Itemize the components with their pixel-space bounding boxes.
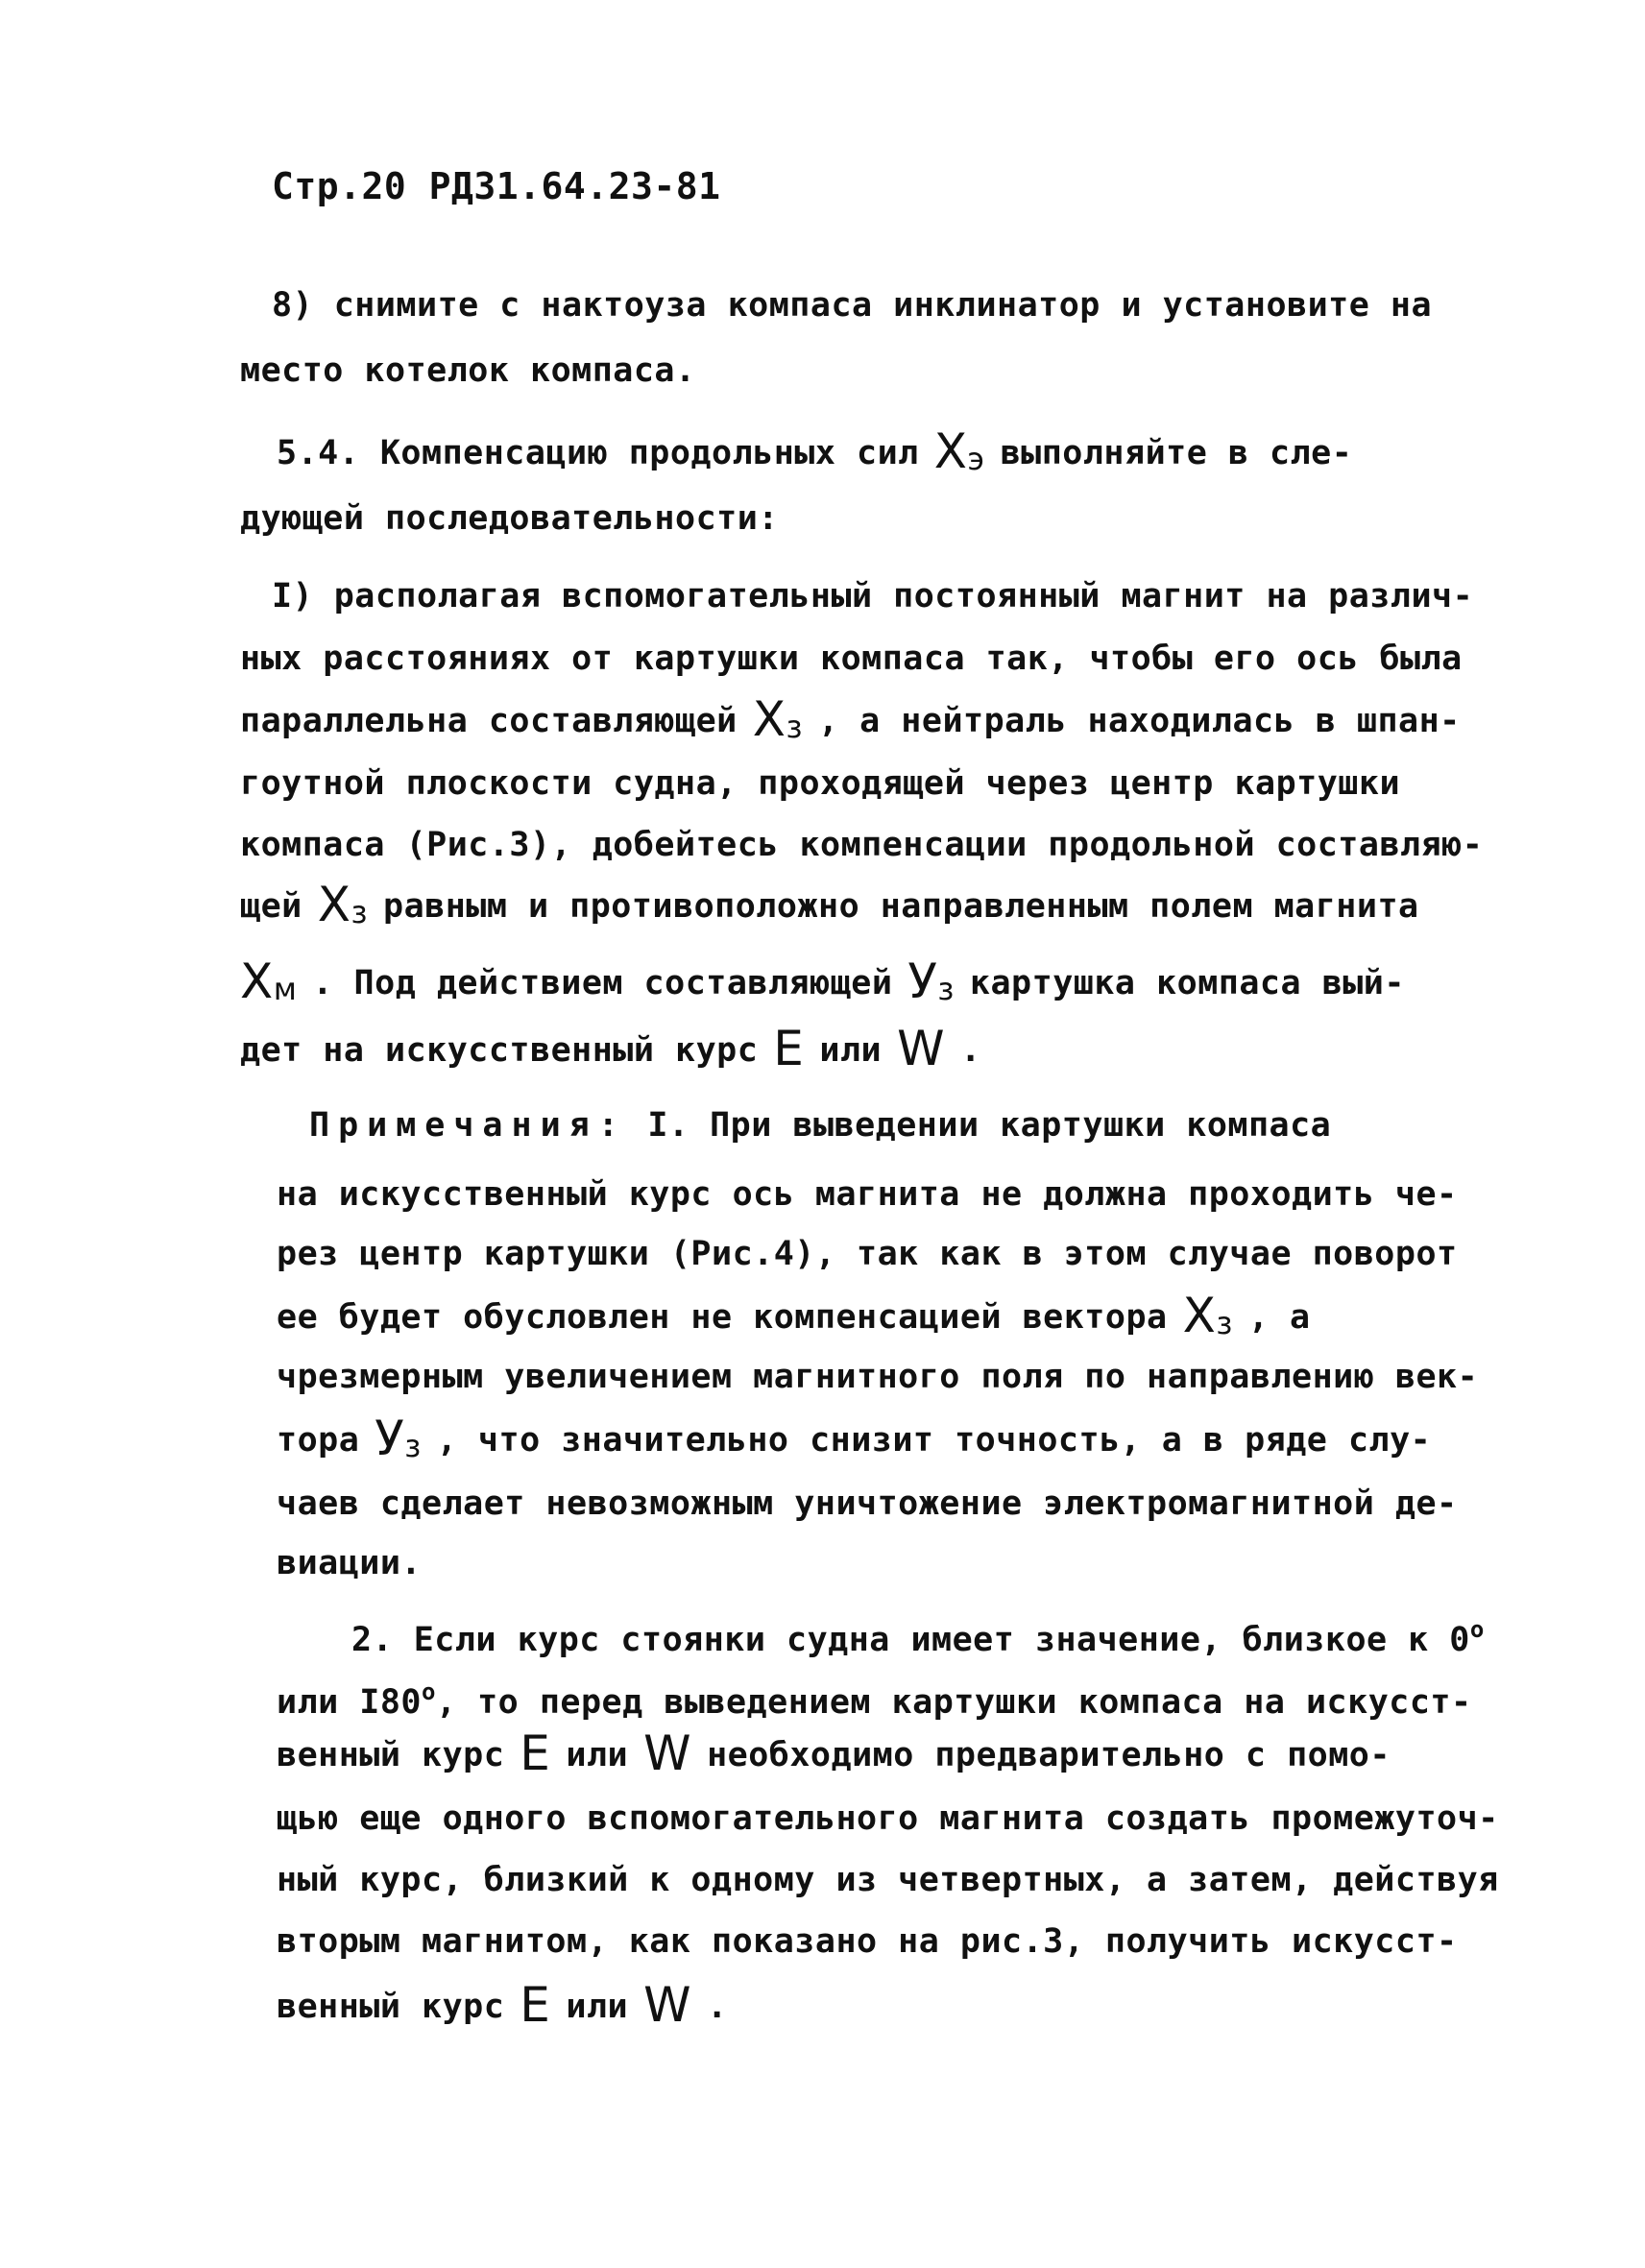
text-line: гоутной плоскости судна, проходящей через центр картушки	[240, 764, 1401, 803]
text-line: рез центр картушки (Рис.4), так как в этом случае поворот	[277, 1235, 1458, 1273]
symbol-u-z: $У_з$	[375, 1411, 422, 1466]
note-title: Примечания:	[309, 1106, 627, 1145]
text-line: щью еще одного вспомогательного магнита создать промежуточ-	[277, 1799, 1499, 1838]
text-line: место котелок компаса.	[240, 351, 696, 390]
symbol-x-z: $X_з$	[1182, 1288, 1233, 1343]
text-line: щей $X_з$ равным и противоположно направленным полем магнита	[240, 877, 1419, 932]
symbol-w: W	[897, 1021, 946, 1076]
symbol-e: E	[520, 1977, 551, 2033]
symbol-x-m: $X_м$	[240, 953, 298, 1009]
text-line: виации.	[277, 1544, 423, 1582]
symbol-w: W	[643, 1977, 692, 2033]
text-line: чрезмерным увеличением магнитного поля по направлению век-	[277, 1358, 1479, 1396]
text-line: ный курс, близкий к одному из четвертных, а затем, действуя	[277, 1861, 1499, 1899]
text-line: ных расстояниях от картушки компаса так, чтобы его ось была	[240, 639, 1463, 678]
symbol-x-z: $X_з$	[317, 877, 368, 932]
text-line: на искусственный курс ось магнита не должна проходить че-	[277, 1175, 1458, 1214]
text-line: 2. Если курс стоянки судна имеет значение, близкое к $0^о$	[351, 1616, 1485, 1659]
text-line: тора $У_з$ , что значительно снизит точность, а в ряде слу-	[277, 1411, 1432, 1466]
text-line: Примечания: I. При выведении картушки компаса	[309, 1106, 1332, 1145]
text-line: венный курс E или W необходимо предварительно с помо-	[277, 1725, 1391, 1781]
symbol-x-e: $X_э$	[933, 423, 985, 479]
symbol-u-z: $У_з$	[907, 953, 955, 1009]
text-line: компаса (Рис.3), добейтесь компенсации продольной составляю-	[240, 826, 1484, 864]
text-line: дет на искусственный курс E или W .	[240, 1021, 981, 1076]
text-line: или $I80^о$, то перед выведением картушки компаса на искусст-	[277, 1678, 1472, 1722]
symbol-e: E	[773, 1021, 805, 1076]
text-line: чаев сделает невозможным уничтожение электромагнитной де-	[277, 1484, 1458, 1523]
text-line: венный курс E или W .	[277, 1977, 728, 2033]
text-line: вторым магнитом, как показано на рис.3, получить искусст-	[277, 1922, 1458, 1961]
text-line: 5.4. Компенсацию продольных сил $X_э$ выполняйте в сле-	[277, 423, 1353, 479]
text-line: ее будет обусловлен не компенсацией вектора $X_з$ , а	[277, 1288, 1311, 1343]
symbol-e: E	[520, 1725, 551, 1781]
text-line: дующей последовательности:	[240, 499, 779, 538]
text-line: 8) снимите с нактоуза компаса инклинатор и установите на	[272, 286, 1433, 325]
text-line: параллельна составляющей $X_з$ , а нейтраль находилась в шпан-	[240, 691, 1461, 747]
symbol-w: W	[643, 1725, 692, 1781]
text-line: I) располагая вспомогательный постоянный магнит на различ-	[272, 577, 1474, 615]
symbol-x-z: $X_з$	[752, 691, 804, 747]
text-line: $X_м$ . Под действием составляющей $У_з$ картушка компаса вый-	[240, 953, 1405, 1009]
page-header: Стр.20 РД31.64.23-81	[272, 165, 721, 207]
